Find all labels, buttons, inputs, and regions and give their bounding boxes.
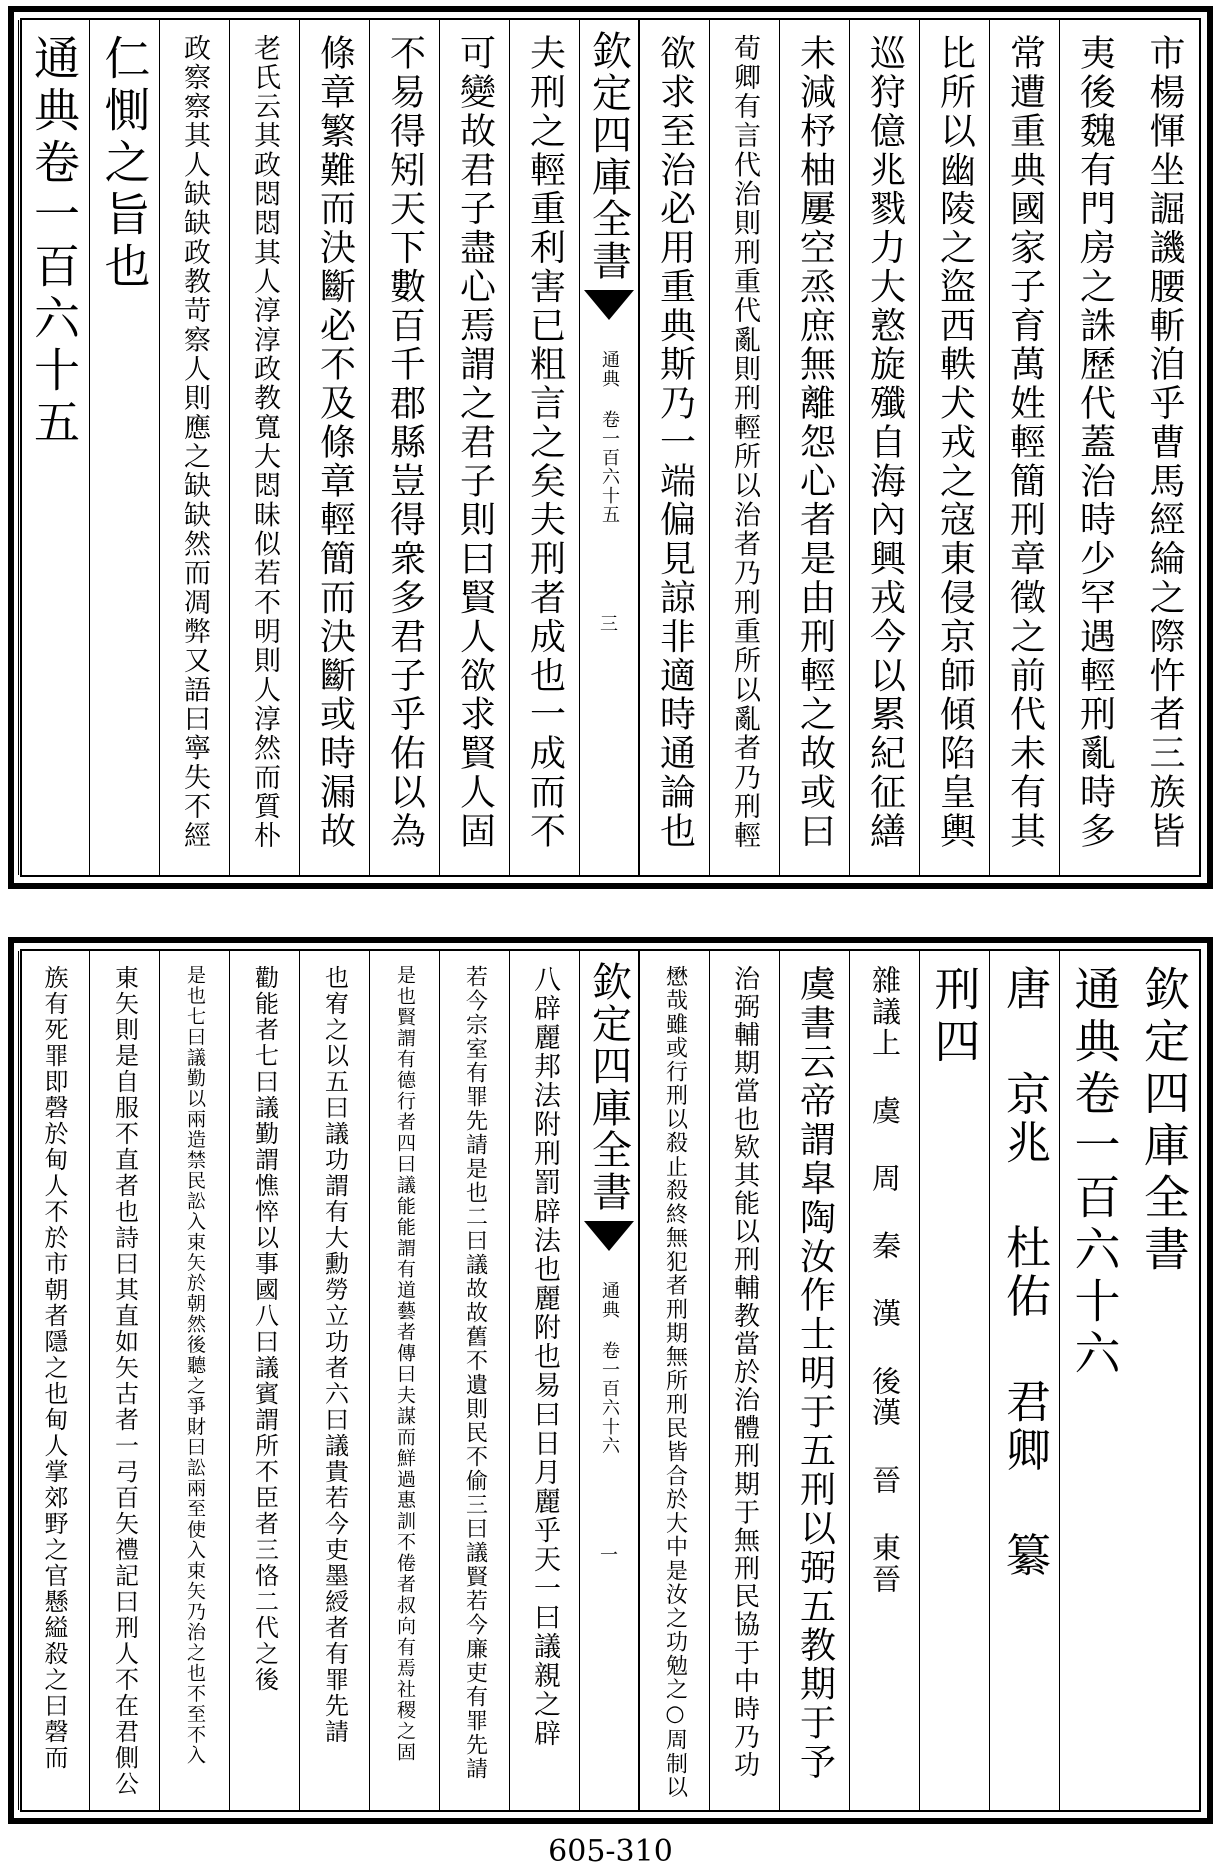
column-text: 也宥之以五曰議功謂有大勳勞立功者六曰議貴若今吏墨綬者有罪先請	[320, 965, 349, 1745]
column-text: 夫刑之輕重利害已粗言之矣夫刑者成也一成而不	[524, 34, 566, 851]
text-column	[989, 20, 1059, 875]
text-column	[369, 951, 439, 1810]
text-column	[639, 951, 709, 1810]
text-column	[709, 20, 779, 875]
text-column	[849, 20, 919, 875]
column-text: 族有死罪即磬於甸人不於市朝者隱之也甸人掌郊野之官懸縊殺之曰磬而	[40, 965, 68, 1771]
text-column	[159, 951, 229, 1810]
text-column	[509, 20, 579, 875]
text-column	[919, 951, 989, 1810]
band-leaf-number: 三	[600, 614, 618, 635]
text-column	[639, 20, 709, 875]
text-column	[89, 20, 159, 875]
text-column	[919, 20, 989, 875]
text-column	[1059, 20, 1129, 875]
band-leaf-number: 一	[600, 1545, 618, 1566]
fishtail-mark-icon	[584, 1221, 634, 1251]
column-text: 懋哉雖或行刑以殺止殺終無犯者刑期無所刑民皆合於大中是汝之功勉之○周制以	[662, 965, 688, 1800]
text-column	[299, 20, 369, 875]
text-column	[18, 20, 89, 875]
column-text: 條章繁難而決斷必不及條章輕簡而決斷或時漏故	[314, 34, 356, 851]
text-column	[369, 20, 439, 875]
column-text: 雜議上 虞 周 秦 漢 後漢 晉 東晉	[868, 965, 902, 1596]
column-text: 通典卷一百六十五	[27, 34, 81, 450]
column-text: 巡狩億兆戮力大憝旋殲自海內興戎今以累紀征繕	[864, 34, 906, 851]
bottom-page-frame	[20, 949, 1201, 1812]
column-text: 欲求至治必用重典斯乃一端偏見諒非適時通論也	[654, 34, 696, 851]
column-text: 老氏云其政悶悶其人淳淳政教寬大悶昧似若不明則人淳然而質朴	[249, 34, 280, 851]
text-column	[159, 20, 229, 875]
text-column	[439, 20, 509, 875]
text-column	[1059, 951, 1129, 1810]
text-column	[989, 951, 1059, 1810]
column-text: 市楊惲坐誳譏腰斬洎乎曹馬經綸之際忤者三族皆	[1144, 34, 1185, 851]
text-column	[18, 951, 89, 1810]
top-page	[8, 6, 1213, 889]
band-subtitle: 通典 卷一百六十五	[599, 350, 620, 524]
text-column	[439, 951, 509, 1810]
column-text: 可變故君子盡心焉謂之君子則曰賢人欲求賢人固	[454, 34, 496, 851]
bottom-page	[8, 937, 1213, 1824]
fishtail-mark-icon	[584, 290, 634, 320]
column-text: 不易得矧天下數百千郡縣豈得衆多君子乎佑以為	[384, 34, 426, 851]
column-text: 刑四	[927, 965, 982, 1069]
column-text: 唐 京兆 杜佑 君卿 纂	[998, 965, 1051, 1581]
column-text: 若今宗室有罪先請是也二曰議故故舊不遺則民不偷三曰議賢若今廉吏有罪先請	[462, 965, 488, 1781]
text-column	[299, 951, 369, 1810]
column-text: 治弼輔期當也欵其能以刑輔教當於治體刑期于無刑民協于中時乃功	[729, 965, 760, 1780]
text-column	[1129, 951, 1199, 1810]
text-column	[779, 20, 849, 875]
column-text: 荀卿有言代治則刑重代亂則刑輕所以治者乃刑重所以亂者乃刑輕	[729, 34, 760, 851]
text-column	[229, 20, 299, 875]
text-column	[709, 951, 779, 1810]
column-text: 仁惻之旨也	[97, 34, 152, 294]
center-band	[579, 951, 639, 1810]
column-text: 未減杼柚屢空烝庶無離怨心者是由刑輕之故或曰	[794, 34, 836, 851]
band-title: 欽定四庫全書	[585, 961, 632, 1213]
text-column	[229, 951, 299, 1810]
top-page-frame	[20, 18, 1201, 877]
text-column	[779, 951, 849, 1810]
center-band	[579, 20, 639, 875]
column-text: 比所以幽陵之盜西軼犬戎之寇東侵京師傾陷皇輿	[934, 34, 976, 851]
text-column	[89, 951, 159, 1810]
column-text: 欽定四庫全書	[1137, 965, 1191, 1277]
band-subtitle: 通典 卷一百六十六	[599, 1281, 620, 1455]
column-text: 通典卷一百六十六	[1067, 965, 1122, 1381]
column-text: 是也賢謂有德行者四曰議能能謂有道藝者傳曰夫謀而鮮過惠訓不倦者叔向有焉社稷之固	[394, 965, 416, 1763]
text-column	[849, 951, 919, 1810]
column-text: 是也七曰議勤以兩造禁民訟入束矢於朝然後聽之爭財曰訟兩至使入束矢乃治之也不至不入	[184, 965, 206, 1766]
column-text: 夷後魏有門房之誅歷代蓋治時少罕遇輕刑亂時多	[1074, 34, 1116, 851]
page-number: 605-310	[548, 1834, 673, 1869]
column-text: 八辟麗邦法附刑罰辟法也麗附也易曰日月麗乎天一曰議親之辟	[529, 965, 560, 1748]
column-text: 常遭重典國家子育萬姓輕簡刑章徵之前代未有其	[1004, 34, 1046, 851]
column-text: 勸能者七曰議勤謂憔悴以事國八曰議賓謂所不臣者三恪二代之後	[250, 965, 279, 1693]
column-text: 東矢則是自服不直者也詩曰其直如矢古者一弓百矢禮記曰刑人不在君側公	[110, 965, 139, 1797]
column-text: 政察察其人缺缺政教苛察人則應之缺缺然而凋弊又語曰寧失不經	[179, 34, 210, 851]
band-title: 欽定四庫全書	[585, 30, 632, 282]
column-text: 虞書云帝謂皐陶汝作士明于五刑以弼五教期于予	[794, 965, 836, 1782]
text-column	[509, 951, 579, 1810]
text-column	[1129, 20, 1199, 875]
